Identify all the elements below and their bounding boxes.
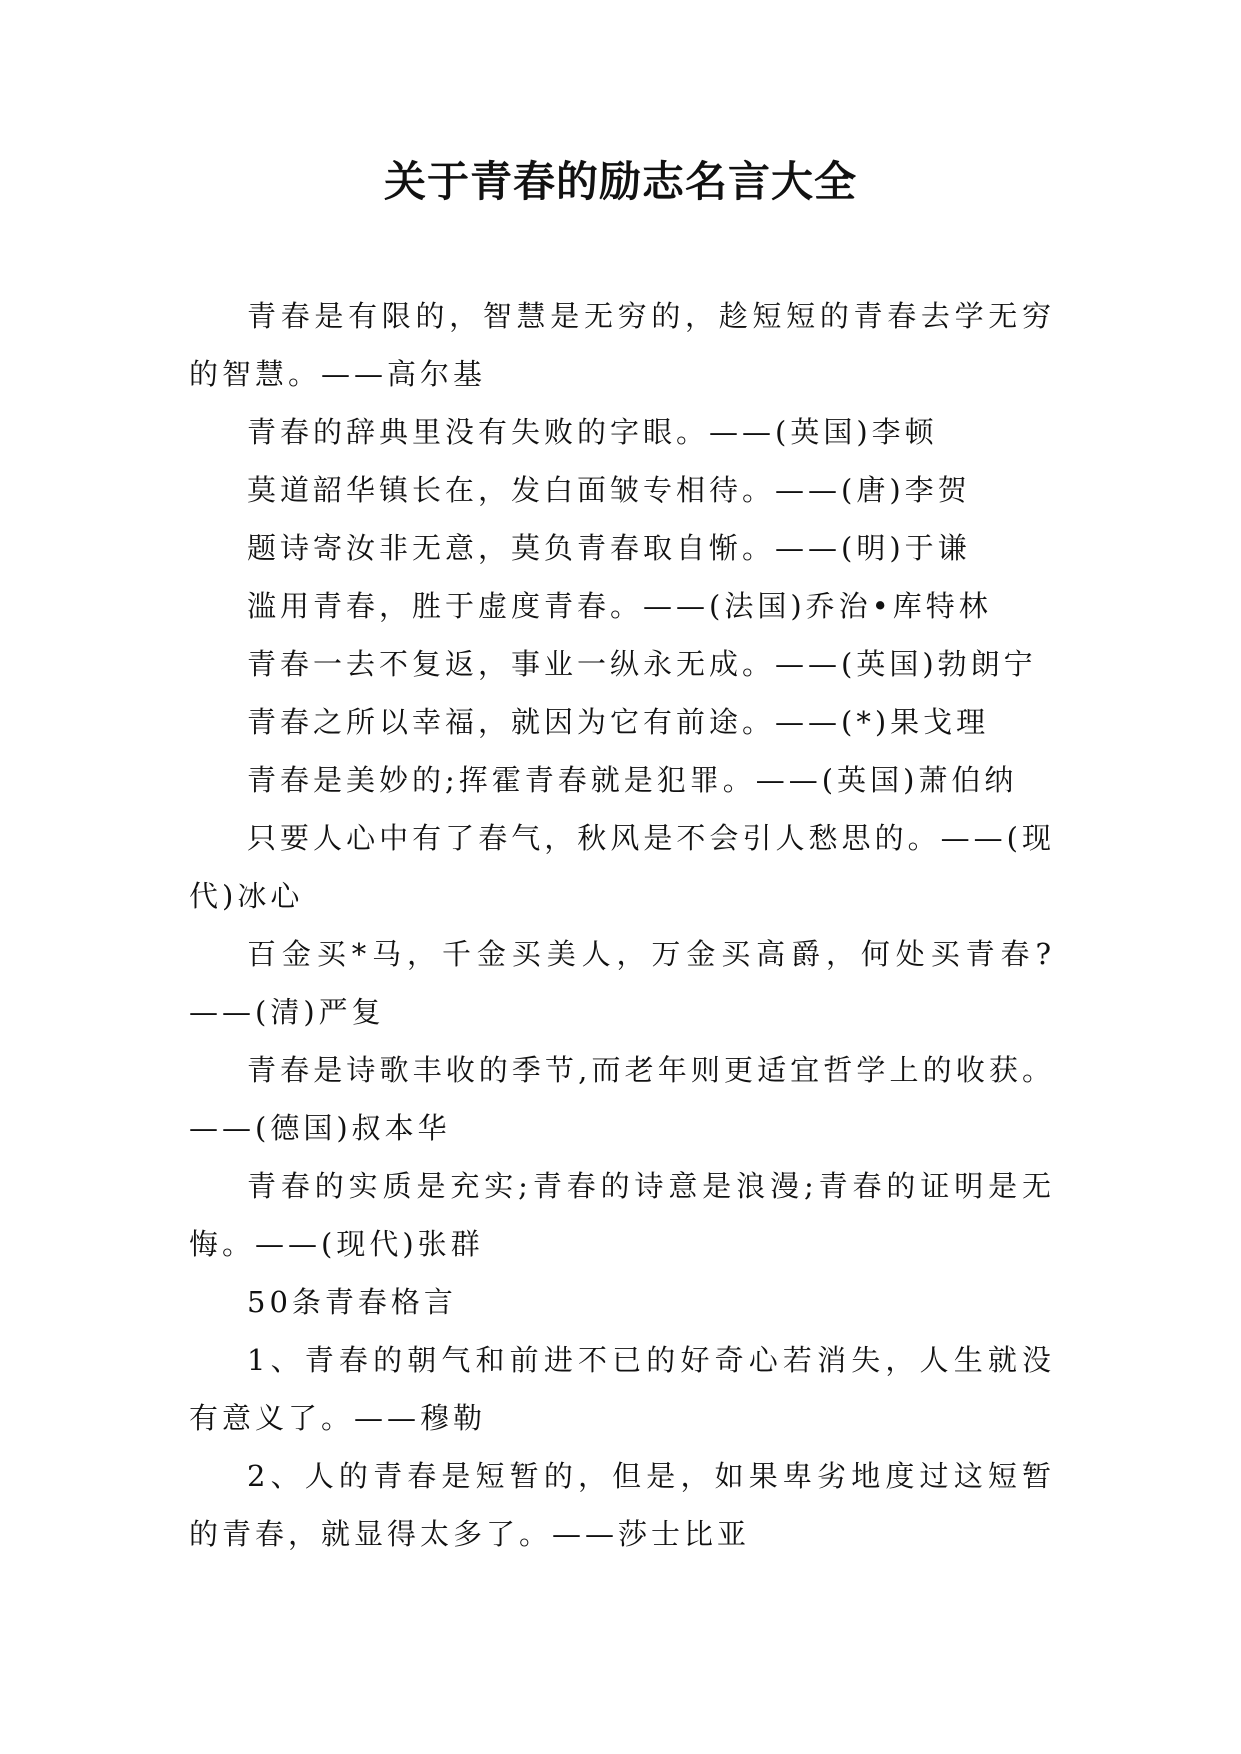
quote-paragraph: 题诗寄汝非无意，莫负青春取自惭。——(明)于谦 (247, 531, 971, 565)
quote-paragraph: 百金买*马，千金买美人，万金买高爵，何处买青春?——(清)严复 (189, 937, 1055, 1029)
quote-paragraph: 滥用青春，胜于虚度青春。——(法国)乔治•库特林 (247, 589, 992, 623)
quote-paragraph: 青春是美妙的;挥霍青春就是犯罪。——(英国)萧伯纳 (247, 763, 1018, 797)
quote-paragraph: 青春是诗歌丰收的季节,而老年则更适宜哲学上的收获。——(德国)叔本华 (189, 1053, 1055, 1145)
quote-paragraph: 莫道韶华镇长在，发白面皱专相待。——(唐)李贺 (247, 473, 971, 507)
quote-paragraph: 青春一去不复返，事业一纵永无成。——(英国)勃朗宁 (247, 647, 1037, 681)
quote-paragraph: 青春之所以幸福，就因为它有前途。——(*)果戈理 (247, 705, 990, 739)
quote-paragraph: 青春的实质是充实;青春的诗意是浪漫;青春的证明是无悔。——(现代)张群 (189, 1169, 1055, 1261)
quote-paragraph: 只要人心中有了春气，秋风是不会引人愁思的。——(现代)冰心 (189, 821, 1055, 913)
quote-paragraph: 青春的辞典里没有失败的字眼。——(英国)李顿 (247, 415, 938, 449)
numbered-quote: 2、人的青春是短暂的，但是，如果卑劣地度过这短暂的青春，就显得太多了。——莎士比亚 (189, 1459, 1055, 1551)
document-title: 关于青春的励志名言大全 (383, 157, 857, 206)
numbered-quote: 1、青春的朝气和前进不已的好奇心若消失，人生就没有意义了。——穆勒 (189, 1343, 1055, 1435)
document-body (189, 287, 1055, 1563)
section-heading: 50条青春格言 (247, 1285, 457, 1319)
quote-paragraph: 青春是有限的，智慧是无穷的，趁短短的青春去学无穷的智慧。——高尔基 (189, 299, 1055, 391)
